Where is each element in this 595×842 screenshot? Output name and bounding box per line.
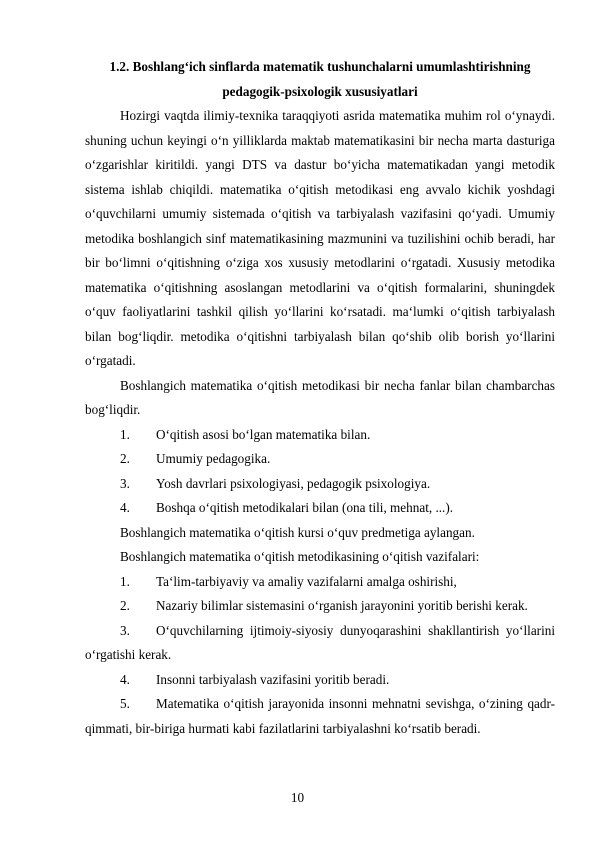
section-heading: [85, 55, 555, 104]
list-item: [85, 692, 555, 741]
list-item-number: 3.: [120, 475, 130, 491]
list-item: [85, 570, 555, 595]
list-item: [85, 668, 555, 693]
list-item-text: Umumiy pedagogika.: [156, 451, 271, 466]
paragraph-course: Boshlangich matematika o‘qitish kursi o‘quv predmetiga aylangan.: [120, 524, 475, 540]
list-item-text: Yosh davrlari psixologiyasi, pedagogik psixologiya.: [156, 475, 431, 491]
list-item: [85, 472, 555, 497]
section-heading-line-1: 1.2. Boshlang‘ich sinflarda matematik tushunchalarni umumlashtirishning: [109, 59, 531, 74]
list-item-text: Matematika o‘qitish jarayonida insonni mehnatni sevishga, o‘zining qadr-qimmati, bir-biriga hurmati kabi fazilatlarini tarbiyalashni ko‘rsatib beradi.: [85, 696, 555, 736]
section-heading-line-2: pedagogik-psixologik xususiyatlari: [222, 83, 418, 99]
list-item-number: 2.: [120, 451, 130, 466]
page-content: [85, 55, 555, 741]
page-number: 10: [290, 790, 305, 805]
paragraph-tasks-heading: Boshlangich matematika o‘qitish metodikasining o‘qitish vazifalari:: [120, 549, 480, 564]
list-item-text: Nazariy bilimlar sistemasini o‘rganish jarayonini yoritib berishi kerak.: [156, 598, 528, 613]
list-item-number: 5.: [120, 696, 130, 711]
list-item-number: 3.: [120, 622, 130, 638]
list-item-text: Boshqa o‘qitish metodikalari bilan (ona tili, mehnat, ...).: [156, 500, 454, 515]
list-item-text: O‘quvchilarning ijtimoiy-siyosiy dunyoqarashini shakllantirish yo‘llarini o‘rgatishi kerak.: [85, 622, 555, 662]
list-item-number: 4.: [120, 500, 130, 515]
list-item-number: 1.: [120, 426, 130, 442]
list-item-number: 4.: [120, 671, 130, 687]
list-item: [85, 619, 555, 668]
list-item-number: 1.: [120, 573, 130, 589]
list-item: [85, 423, 555, 448]
paragraph-related-fields: Boshlangich matematika o‘qitish metodikasi bir necha fanlar bilan chambarchas bog‘liqdir.: [85, 377, 555, 417]
list-item-text: Insonni tarbiyalash vazifasini yoritib beradi.: [156, 671, 390, 687]
list-item: [85, 594, 555, 619]
list-item-text: Ta‘lim-tarbiyaviy va amaliy vazifalarni amalga oshirishi,: [156, 573, 457, 589]
paragraph-intro: Hozirgi vaqtda ilimiy-texnika taraqqiyoti asrida matematika muhim rol o‘ynaydi. shuning uchun keyingi o‘n yilliklarda maktab matematikasini bir necha marta dasturiga o‘zgarishlar kiritildi. yangi DTS va dastur bo‘yicha matematikadan yangi metodik sistema ishlab chiqildi. matematika o‘qitish metodikasi eng avvalo kichik yoshdagi o‘quvchilarni umumiy sistemada o‘qitish va tarbiyalash vazifasini qo‘yadi. Umumiy metodika boshlangich sinf matematikasining mazmunini va tuzilishini ochib beradi, har bir bo‘limni o‘qitishning o‘ziga xos xususiy metodlarini o‘rgatadi. Xususiy metodika matematika o‘qitishning asoslangan metodlarini va o‘qitish formalarini, shuningdek o‘quv faoliyatlarini tashkil qilish yo‘llarini ko‘rsatadi. ma‘lumki o‘qitish tarbiyalash bilan bog‘liqdir. metodika o‘qitishni tarbiyalash bilan qo‘shib olib borish yo‘llarini o‘rgatadi.: [85, 108, 555, 368]
list-item: [85, 447, 555, 472]
list-item-text: O‘qitish asosi bo‘lgan matematika bilan.: [156, 426, 371, 442]
list-item: [85, 496, 555, 521]
list-item-number: 2.: [120, 598, 130, 613]
